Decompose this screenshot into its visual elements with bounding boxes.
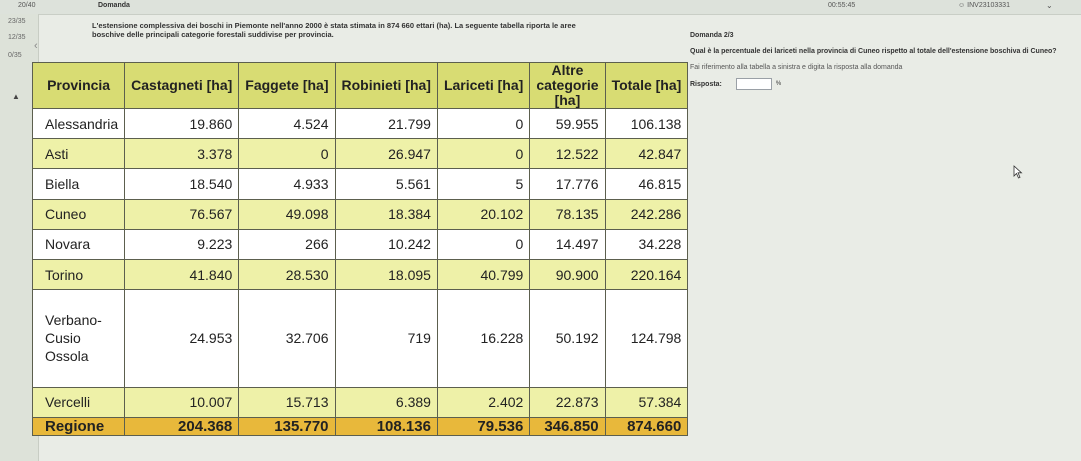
cell-robinieti: 18.095 <box>335 259 437 289</box>
cell-faggete: 4.933 <box>239 169 335 199</box>
cell-total-castagneti: 204.368 <box>125 418 239 436</box>
table-total-row <box>33 418 688 436</box>
cell-total-totale: 874.660 <box>605 418 688 436</box>
cell-robinieti: 10.242 <box>335 229 437 259</box>
cell-altre: 78.135 <box>530 199 605 229</box>
cell-castagneti: 3.378 <box>125 139 239 169</box>
table-header-row <box>33 63 688 109</box>
cell-provincia: Asti <box>33 139 125 169</box>
cell-faggete: 0 <box>239 139 335 169</box>
table-row <box>33 199 688 229</box>
column-header-robinieti: Robinieti [ha] <box>335 63 437 109</box>
column-header-lariceti: Lariceti [ha] <box>437 63 529 109</box>
cell-provincia: Alessandria <box>33 109 125 139</box>
cell-lariceti: 2.402 <box>437 387 529 417</box>
answer-input[interactable] <box>736 78 772 90</box>
cell-robinieti: 719 <box>335 290 437 388</box>
cell-provincia: Biella <box>33 169 125 199</box>
sidebar-item-2[interactable]: 12/35 <box>8 34 26 41</box>
cell-totale: 106.138 <box>605 109 688 139</box>
timer: 00:55:45 <box>828 2 856 9</box>
cell-lariceti: 5 <box>437 169 529 199</box>
cell-altre: 90.900 <box>530 259 605 289</box>
cell-faggete: 266 <box>239 229 335 259</box>
column-header-provincia: Provincia <box>33 63 125 109</box>
answer-label: Risposta: <box>690 80 722 88</box>
table-row <box>33 387 688 417</box>
cell-faggete: 32.706 <box>239 290 335 388</box>
cell-lariceti: 0 <box>437 139 529 169</box>
cell-castagneti: 19.860 <box>125 109 239 139</box>
cell-total-altre: 346.850 <box>530 418 605 436</box>
progress-counter: 20/40 <box>18 2 36 9</box>
question-number: Domanda 2/3 <box>690 32 734 39</box>
cell-castagneti: 9.223 <box>125 229 239 259</box>
question-text: Qual è la percentuale dei lariceti nella provincia di Cuneo rispetto al totale dell'estensione boschiva di Cuneo? <box>690 48 1057 55</box>
cell-lariceti: 20.102 <box>437 199 529 229</box>
cell-totale: 46.815 <box>605 169 688 199</box>
cell-provincia: Vercelli <box>33 387 125 417</box>
intro-paragraph-2: boschive delle principali categorie forestali suddivise per provincia. <box>92 30 334 39</box>
cell-robinieti: 26.947 <box>335 139 437 169</box>
forest-area-table <box>32 62 688 436</box>
cell-total-lariceti: 79.536 <box>437 418 529 436</box>
cell-provincia: Verbano-Cusio Ossola <box>33 290 125 388</box>
column-header-altre-categorie: Altre categorie [ha] <box>530 63 605 109</box>
intro-text <box>92 21 692 39</box>
cell-castagneti: 18.540 <box>125 169 239 199</box>
cell-totale: 57.384 <box>605 387 688 417</box>
chevron-down-icon[interactable]: ⌄ <box>1046 1 1053 10</box>
column-header-faggete: Faggete [ha] <box>239 63 335 109</box>
cell-robinieti: 5.561 <box>335 169 437 199</box>
cell-faggete: 15.713 <box>239 387 335 417</box>
intro-paragraph-1: L'estensione complessiva dei boschi in Piemonte nell'anno 2000 è stata stimata in 874 660 ettari (ha). La seguente tabella riporta le aree <box>92 21 576 30</box>
page-title: Domanda <box>98 2 130 9</box>
user-code: INV23103331 <box>967 2 1010 9</box>
table-row <box>33 169 688 199</box>
table-row <box>33 259 688 289</box>
sidebar-item-3[interactable]: 0/35 <box>8 52 22 59</box>
cell-faggete: 28.530 <box>239 259 335 289</box>
question-hint: Fai riferimento alla tabella a sinistra e digita la risposta alla domanda <box>690 64 903 71</box>
cell-provincia: Torino <box>33 259 125 289</box>
cell-castagneti: 10.007 <box>125 387 239 417</box>
cell-totale: 34.228 <box>605 229 688 259</box>
answer-row <box>690 78 1075 90</box>
cell-provincia: Novara <box>33 229 125 259</box>
cell-total-faggete: 135.770 <box>239 418 335 436</box>
cell-altre: 12.522 <box>530 139 605 169</box>
table-row <box>33 109 688 139</box>
cell-totale: 242.286 <box>605 199 688 229</box>
cell-totale: 220.164 <box>605 259 688 289</box>
sidebar-item-1[interactable]: 23/35 <box>8 18 26 25</box>
cell-altre: 14.497 <box>530 229 605 259</box>
top-bar <box>0 0 1081 15</box>
cell-lariceti: 40.799 <box>437 259 529 289</box>
cell-lariceti: 0 <box>437 109 529 139</box>
cell-provincia: Cuneo <box>33 199 125 229</box>
cell-castagneti: 24.953 <box>125 290 239 388</box>
cell-total-robinieti: 108.136 <box>335 418 437 436</box>
cell-lariceti: 16.228 <box>437 290 529 388</box>
cell-castagneti: 41.840 <box>125 259 239 289</box>
cell-altre: 59.955 <box>530 109 605 139</box>
user-badge[interactable] <box>958 2 1010 9</box>
cell-lariceti: 0 <box>437 229 529 259</box>
cell-faggete: 49.098 <box>239 199 335 229</box>
scroll-up-icon[interactable]: ▲ <box>12 92 20 101</box>
table-row <box>33 290 688 388</box>
collapse-arrow-icon[interactable]: ‹ <box>34 40 38 52</box>
column-header-totale: Totale [ha] <box>605 63 688 109</box>
mouse-cursor-icon <box>1013 165 1023 179</box>
cell-robinieti: 18.384 <box>335 199 437 229</box>
cell-castagneti: 76.567 <box>125 199 239 229</box>
cell-totale: 42.847 <box>605 139 688 169</box>
column-header-castagneti: Castagneti [ha] <box>125 63 239 109</box>
table-row <box>33 229 688 259</box>
user-icon: ☺ <box>958 2 966 9</box>
cell-robinieti: 21.799 <box>335 109 437 139</box>
cell-totale: 124.798 <box>605 290 688 388</box>
cell-regione: Regione <box>33 418 125 436</box>
table-row <box>33 139 688 169</box>
cell-robinieti: 6.389 <box>335 387 437 417</box>
answer-unit: % <box>775 80 782 87</box>
cell-altre: 17.776 <box>530 169 605 199</box>
question-panel <box>690 31 1075 90</box>
cell-altre: 22.873 <box>530 387 605 417</box>
cell-altre: 50.192 <box>530 290 605 388</box>
cell-faggete: 4.524 <box>239 109 335 139</box>
